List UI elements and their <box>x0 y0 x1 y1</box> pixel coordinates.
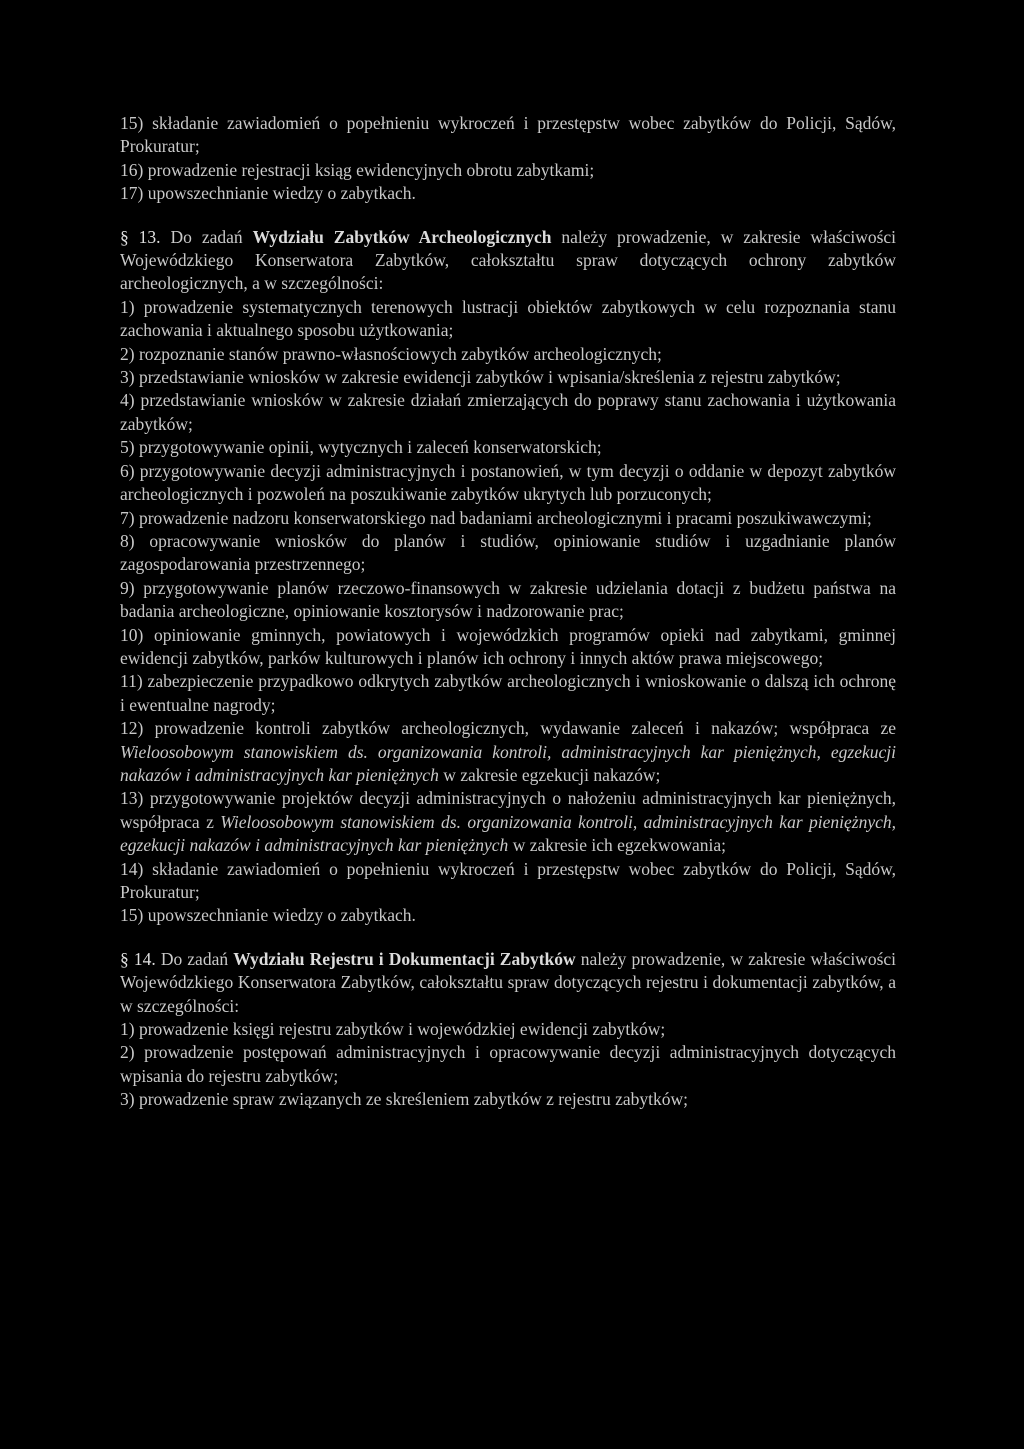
intro-text: należy prowadzenie, w zakresie właściwości Wojewódzkiego Konserwatora Zabytków, całokształtu spraw dotyczących ochrony zabytków archeologicznych, a w szczególności: <box>120 226 897 294</box>
section-mark: § 14. <box>120 948 156 969</box>
document-page <box>120 112 896 1112</box>
list-item <box>120 787 896 857</box>
item-italic: Wieloosobowym stanowiskiem ds. organizowania kontroli, administracyjnych kar pieniężnych, egzekucji nakazów i administracyjnych kar pieniężnych <box>120 741 896 785</box>
list-item: 7) prowadzenie nadzoru konserwatorskiego nad badaniami archeologicznymi i pracami poszukiwawczymi; <box>120 507 872 528</box>
list-item: 2) rozpoznanie stanów prawno-własnościowych zabytków archeologicznych; <box>120 343 662 364</box>
item-text: 12) prowadzenie kontroli zabytków archeologicznych, wydawanie zaleceń i nakazów; współpraca ze <box>120 718 896 739</box>
item-text: 13) przygotowywanie projektów decyzji administracyjnych o nałożeniu administracyjnych kar pieniężnych, współpraca z <box>120 788 896 832</box>
list-item: 2) prowadzenie postępowań administracyjnych i opracowywanie decyzji administracyjnych dotyczących wpisania do rejestru zabytków; <box>120 1042 896 1086</box>
department-name: Wydziału Rejestru i Dokumentacji Zabytków <box>233 948 576 969</box>
list-item: 6) przygotowywanie decyzji administracyjnych i postanowień, w tym decyzji o oddanie w depozyt zabytków archeologicznych i pozwoleń na poszukiwanie zabytków ukrytych lub porzuconych; <box>120 460 896 505</box>
section-mark: § 13. <box>120 226 161 247</box>
list-item: 10) opiniowanie gminnych, powiatowych i wojewódzkich programów opieki nad zabytkami, gminnej ewidencji zabytków, parków kulturowych i planów ich ochrony i innych aktów prawa miejscowego; <box>120 624 896 668</box>
list-item: 17) upowszechnianie wiedzy o zabytkach. <box>120 183 416 204</box>
list-item: 1) prowadzenie systematycznych terenowych lustracji obiektów zabytkowych w celu rozpoznania stanu zachowania i aktualnego sposobu użytkowania; <box>120 296 896 341</box>
department-name: Wydziału Zabytków Archeologicznych <box>252 226 552 247</box>
list-item: 3) przedstawianie wniosków w zakresie ewidencji zabytków i wpisania/skreślenia z rejestru zabytków; <box>120 367 841 388</box>
list-item: 14) składanie zawiadomień o popełnieniu wykroczeń i przestępstw wobec zabytków do Policji, Sądów, Prokuratur; <box>120 858 896 902</box>
intro-text: należy prowadzenie, w zakresie właściwości Wojewódzkiego Konserwatora Zabytków, całokształtu spraw dotyczących rejestru i dokumentacji zabytków, a w szczególności: <box>120 948 897 1016</box>
list-item: 15) upowszechnianie wiedzy o zabytkach. <box>120 905 416 926</box>
list-item: 5) przygotowywanie opinii, wytycznych i zaleceń konserwatorskich; <box>120 437 602 458</box>
list-item: 15) składanie zawiadomień o popełnieniu wykroczeń i przestępstw wobec zabytków do Policji, Sądów, Prokuratur; <box>120 113 896 157</box>
item-text: w zakresie egzekucji nakazów; <box>443 764 661 785</box>
list-item: 16) prowadzenie rejestracji ksiąg ewidencyjnych obrotu zabytkami; <box>120 159 595 180</box>
item-text: w zakresie ich egzekwowania; <box>512 835 726 856</box>
list-item: 11) zabezpieczenie przypadkowo odkrytych zabytków archeologicznych i wnioskowanie o dalszą ich ochronę i ewentualne nagrody; <box>120 671 896 715</box>
list-item <box>120 717 896 787</box>
section-14-intro <box>120 948 896 1018</box>
list-item: 8) opracowywanie wniosków do planów i studiów, opiniowanie studiów i uzgadnianie planów zagospodarowania przestrzennego; <box>120 530 896 575</box>
intro-text: Do zadań <box>160 948 229 969</box>
list-item: 3) prowadzenie spraw związanych ze skreśleniem zabytków z rejestru zabytków; <box>120 1089 689 1110</box>
list-item: 1) prowadzenie księgi rejestru zabytków i wojewódzkiej ewidencji zabytków; <box>120 1019 666 1040</box>
list-item: 4) przedstawianie wniosków w zakresie działań zmierzających do poprawy stanu zachowania i użytkowania zabytków; <box>120 390 896 434</box>
section-13-intro <box>120 226 896 296</box>
item-italic: Wieloosobowym stanowiskiem ds. organizowania kontroli, administracyjnych kar pieniężnych, egzekucji nakazów i administracyjnych kar pieniężnych <box>120 811 896 856</box>
intro-text: Do zadań <box>170 226 243 247</box>
list-item: 9) przygotowywanie planów rzeczowo-finansowych w zakresie udzielania dotacji z budżetu państwa na badania archeologiczne, opiniowanie kosztorysów i nadzorowanie prac; <box>120 577 896 622</box>
